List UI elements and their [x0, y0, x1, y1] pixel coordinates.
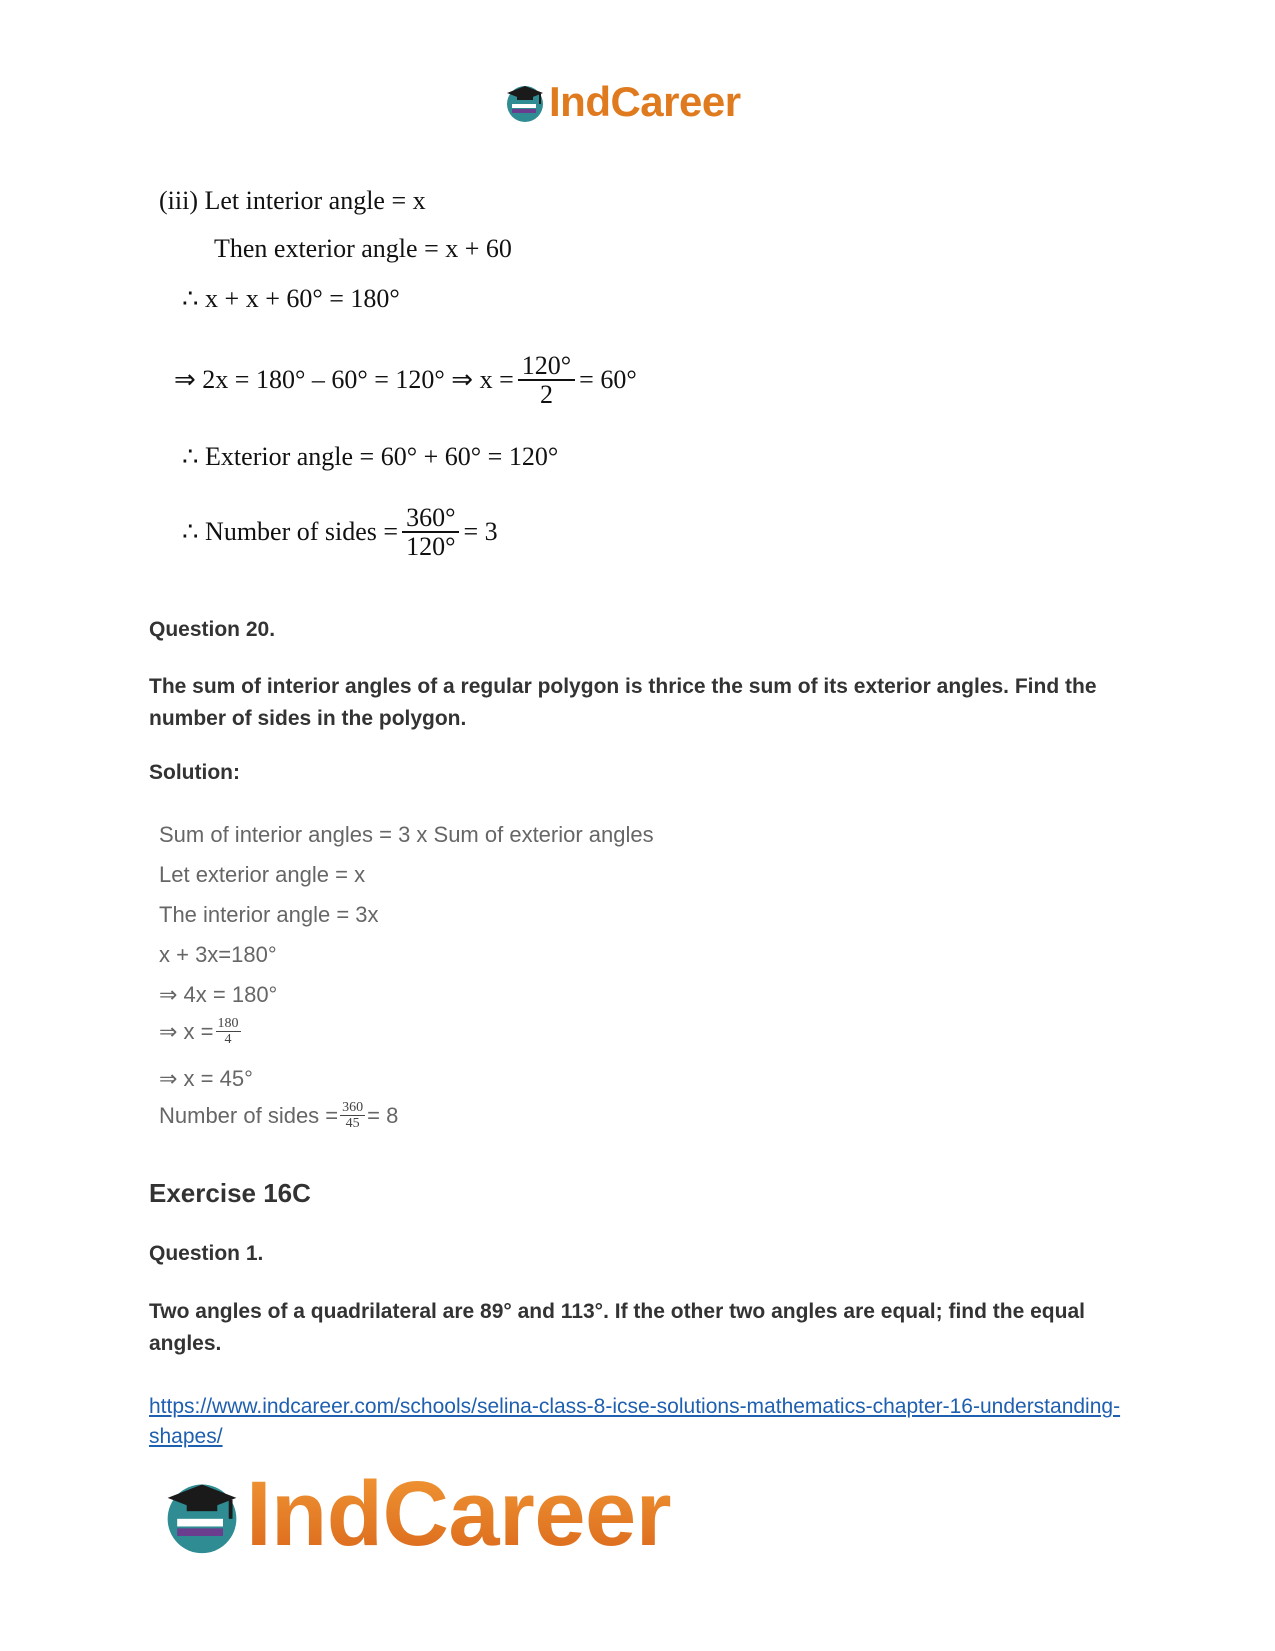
fraction-numerator: 120°	[518, 352, 575, 381]
math-line-5: ∴ Exterior angle = 60° + 60° = 120°	[182, 442, 559, 471]
math-line-3: ∴ x + x + 60° = 180°	[182, 284, 400, 313]
solution-step-7: ⇒ x = 45°	[159, 1066, 253, 1091]
question-1-label: Question 1.	[149, 1242, 264, 1265]
math-line-1: (iii) Let interior angle = x	[159, 186, 426, 215]
solution-step-1: Sum of interior angles = 3 x Sum of exterior angles	[159, 822, 654, 847]
solution-step-2: Let exterior angle = x	[159, 862, 366, 887]
fraction-numerator: 360	[342, 1100, 364, 1115]
solution-step-8-left: Number of sides =	[159, 1102, 339, 1128]
fraction-120-over-2	[518, 352, 575, 409]
graduation-cap-icon	[503, 80, 547, 124]
header-logo	[503, 78, 741, 126]
exercise-heading: Exercise 16C	[149, 1178, 311, 1208]
footer-logo	[160, 1462, 671, 1567]
solution-step-6-left: ⇒ x =	[159, 1018, 214, 1044]
fraction-denominator: 45	[345, 1116, 360, 1132]
fraction-denominator: 4	[224, 1032, 232, 1048]
question-1-text: Two angles of a quadrilateral are 89° and 113°. If the other two angles are equal; find the equal angles.	[149, 1300, 1085, 1355]
solution-step-8-right: = 8	[367, 1102, 399, 1128]
source-link[interactable]: https://www.indcareer.com/schools/selina-class-8-icse-solutions-mathematics-chapter-16-understanding-shapes/	[149, 1395, 1121, 1448]
fraction-denominator: 2	[539, 380, 553, 410]
fraction-180-over-4	[216, 1016, 241, 1048]
fraction-numerator: 180	[217, 1016, 239, 1031]
graduation-cap-icon	[160, 1473, 244, 1557]
math-line-6-right: = 3	[463, 517, 498, 547]
fraction-numerator: 360°	[402, 504, 459, 533]
solution-step-8	[159, 1100, 398, 1132]
solution-step-4: x + 3x=180°	[159, 942, 277, 967]
math-line-4	[174, 352, 637, 409]
question-20-text: The sum of interior angles of a regular polygon is thrice the sum of its exterior angles. Find the number of sides in the polygon.	[149, 675, 1097, 730]
fraction-360-over-45	[340, 1100, 365, 1132]
math-line-4-right: = 60°	[579, 365, 637, 395]
math-line-2: Then exterior angle = x + 60	[214, 234, 512, 263]
brand-name: IndCareer	[246, 1463, 671, 1565]
math-line-6	[182, 504, 498, 561]
solution-label: Solution:	[149, 761, 240, 784]
solution-step-5: ⇒ 4x = 180°	[159, 982, 278, 1007]
fraction-360-over-120	[402, 504, 459, 561]
solution-step-6	[159, 1016, 243, 1048]
question-20-label: Question 20.	[149, 618, 276, 641]
solution-step-3: The interior angle = 3x	[159, 902, 379, 927]
math-line-4-left: ⇒ 2x = 180° – 60° = 120° ⇒ x =	[174, 365, 514, 395]
brand-name: IndCareer	[549, 78, 741, 125]
fraction-denominator: 120°	[406, 532, 456, 562]
math-line-6-left: ∴ Number of sides =	[182, 517, 399, 547]
